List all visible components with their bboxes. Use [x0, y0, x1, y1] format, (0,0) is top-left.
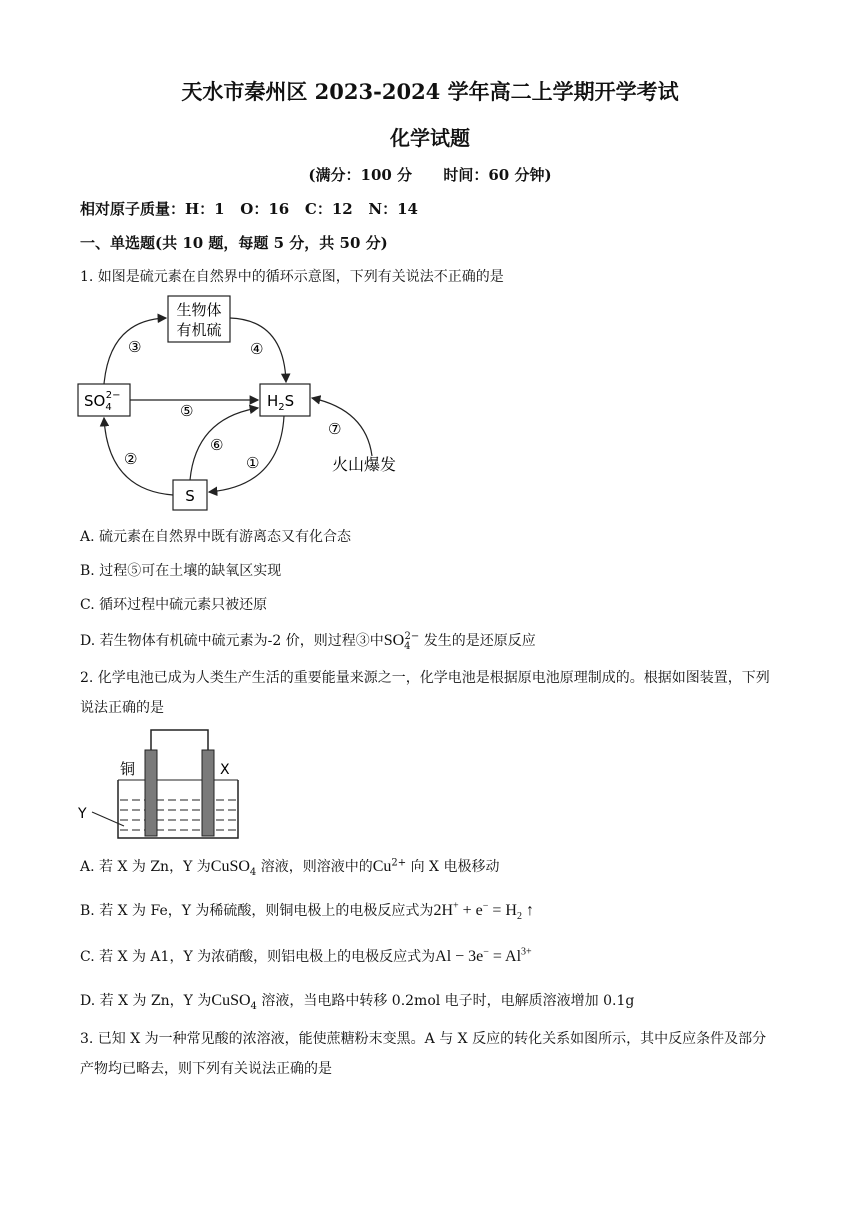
label-5: ⑤	[180, 402, 194, 420]
label-3: ③	[128, 338, 142, 356]
box-sulfate-label: $SO_42-$	[84, 390, 121, 413]
arrow-7	[312, 398, 372, 456]
section-heading: 一、单选题(共 10 题，每题 5 分，共 50 分)	[80, 234, 388, 252]
exam-title: 天水市秦州区 2023-2024 学年高二上学期开学考试	[181, 79, 679, 104]
x-electrode	[202, 750, 214, 836]
y-label: Y	[78, 806, 87, 822]
q2-option-c: C. 若 X 为 A1，Y 为浓硝酸，则铝电极上的电极反应式为$Al - 3e^- = Al^{3+}$	[80, 946, 532, 965]
galvanic-cell-diagram	[74, 724, 254, 846]
exam-subtitle: 化学试题	[390, 126, 470, 150]
label-2: ②	[124, 450, 138, 468]
copper-electrode	[145, 750, 157, 836]
exam-meta: (满分：100 分 时间：60 分钟)	[308, 166, 552, 184]
wire	[151, 730, 208, 752]
x-label: X	[220, 762, 230, 778]
copper-label: 铜	[120, 760, 136, 778]
beaker	[118, 780, 238, 838]
electrolyte-solution	[120, 800, 236, 830]
label-6: ⑥	[210, 436, 224, 454]
q1-option-b: B. 过程⑤可在土壤的缺氧区实现	[80, 563, 282, 579]
atomic-mass-line: 相对原子质量：H：1 O：16 C：12 N：14	[80, 200, 418, 218]
question-2-stem: 2. 化学电池已成为人类生产生活的重要能量来源之一，化学电池是根据原电池原理制成的。根据如图装置，下列说法正确的是	[80, 670, 770, 716]
box-bio-line2: 有机硫	[176, 321, 222, 339]
q2-option-b: B. 若 X 为 Fe，Y 为稀硫酸，则铜电极上的电极反应式为$2H^+ + e^- = H_2$ ↑	[80, 900, 534, 923]
box-h2s-label: $H_2S$	[267, 392, 295, 413]
q1-option-a: A. 硫元素在自然界中既有游离态又有化合态	[80, 529, 352, 545]
label-7: ⑦	[328, 420, 342, 438]
box-bio-line1: 生物体	[176, 301, 222, 319]
label-1: ①	[246, 454, 260, 472]
volcano-label: 火山爆发	[332, 455, 397, 474]
y-pointer	[92, 812, 124, 826]
q2-option-a: A. 若 X 为 Zn，Y 为CuSO$_4$ 溶液，则溶液中的$Cu^{2+}$ 向 X 电极移动	[80, 857, 500, 878]
q1-option-d: D. 若生物体有机硫中硫元素为-2 价，则过程③中$SO_4^{2-}$ 发生的是还原反应	[80, 631, 536, 652]
label-4: ④	[250, 340, 264, 358]
q2-option-d: D. 若 X 为 Zn，Y 为CuSO$_4$ 溶液，当电路中转移 0.2mol 电子时，电解质溶液增加 0.1g	[80, 992, 635, 1012]
question-1-stem: 1. 如图是硫元素在自然界中的循环示意图，下列有关说法不正确的是	[80, 269, 504, 285]
arrow-2	[104, 418, 173, 495]
q1-option-c: C. 循环过程中硫元素只被还原	[80, 597, 268, 613]
sulfur-cycle-diagram	[70, 290, 430, 520]
question-3-stem: 3. 已知 X 为一种常见酸的浓溶液，能使蔗糖粉末变黑。A 与 X 反应的转化关系如图所示，其中反应条件及部分产物均已略去，则下列有关说法正确的是	[80, 1031, 767, 1077]
box-sulfur-label: S	[185, 487, 195, 505]
